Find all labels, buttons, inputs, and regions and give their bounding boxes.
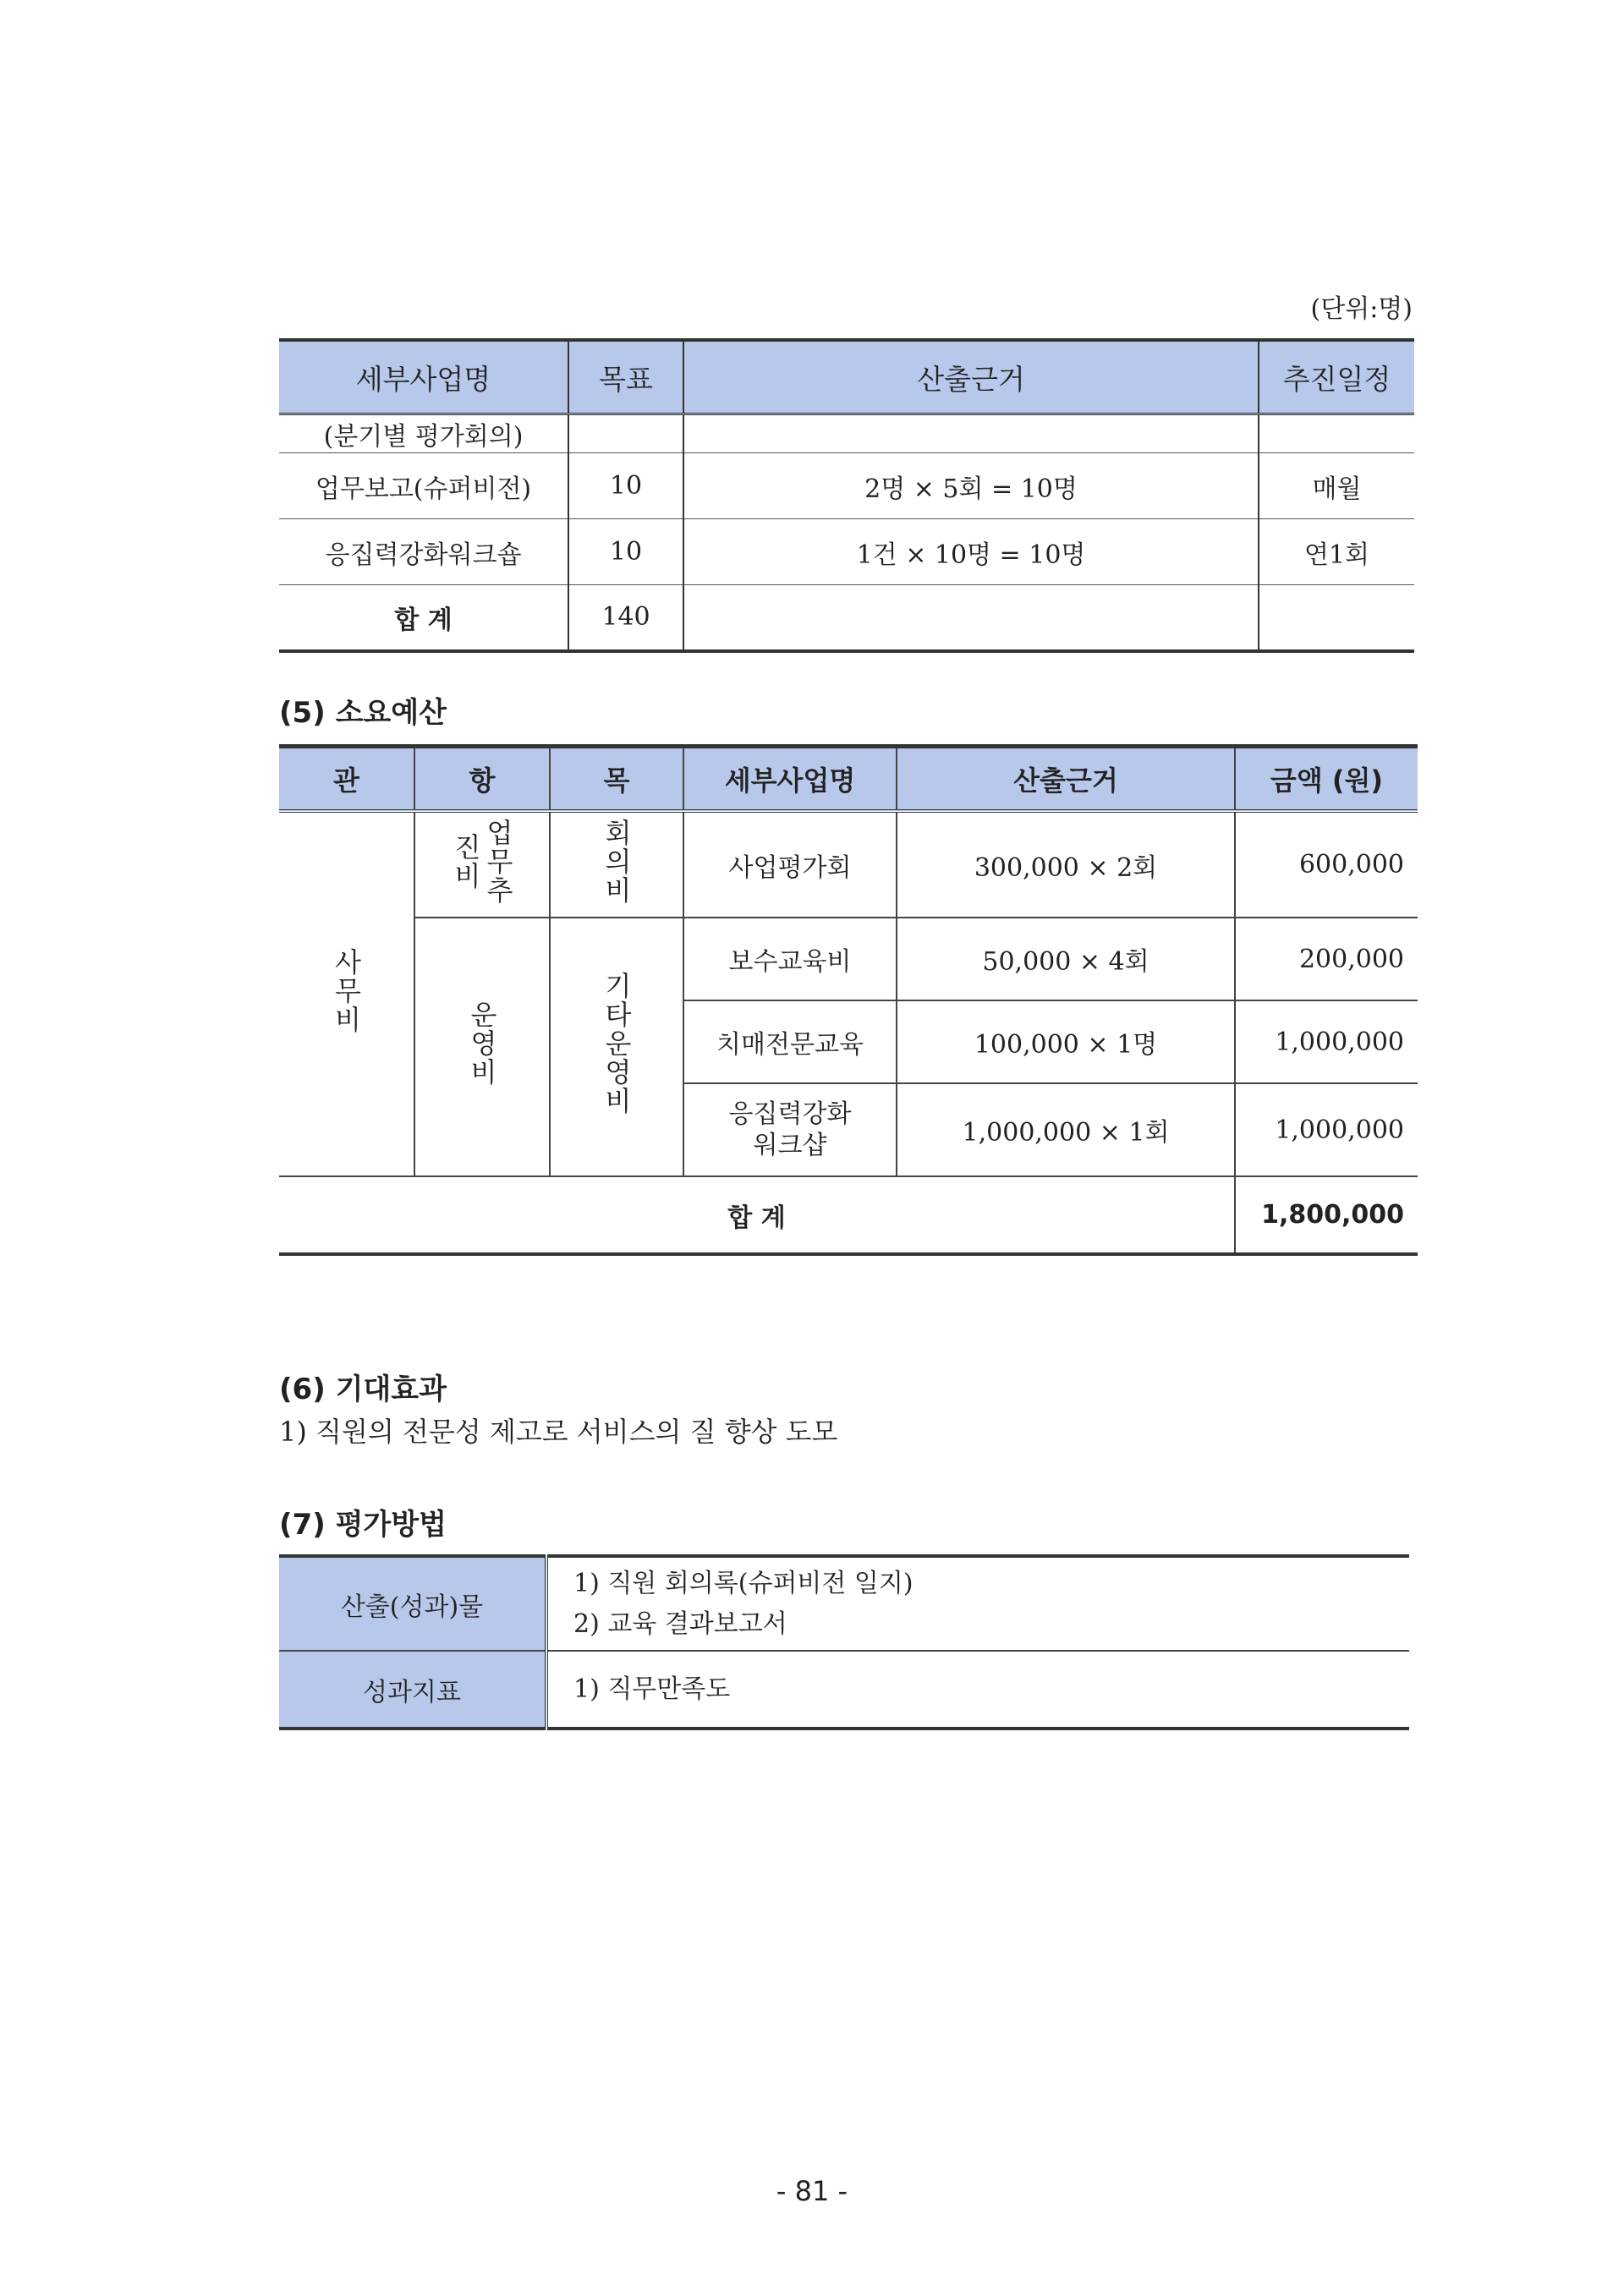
amount-cell: 600,000 <box>1235 811 1418 918</box>
section-5-title: (5) 소요예산 <box>279 696 447 730</box>
header-cell: 목표 <box>568 340 683 414</box>
unit-note: (단위:명) <box>1310 294 1413 324</box>
page-number: - 81 - <box>776 2175 848 2207</box>
header-cell: 관 <box>279 747 414 812</box>
table-cell: 사업평가회 <box>683 811 897 918</box>
amount-cell: 1,000,000 <box>1235 1083 1418 1176</box>
table-cell <box>1259 414 1414 453</box>
table-row <box>279 453 1414 519</box>
header-cell: 세부사업명 <box>279 340 568 414</box>
expected-effect-text: 1) 직원의 전문성 제고로 서비스의 질 향상 도모 <box>279 1416 838 1448</box>
table-cell: 50,000 × 4회 <box>897 918 1235 1000</box>
table-cell <box>683 585 1259 651</box>
hang-label-part: 업무추 <box>482 818 514 905</box>
hang-label-part: 진비 <box>450 832 482 890</box>
header-cell: 항 <box>414 747 550 812</box>
hang-cell <box>414 918 550 1176</box>
total-row <box>279 1176 1418 1254</box>
gwan-label: 사무비 <box>330 947 363 1034</box>
output-line: 1) 직원 회의록(슈퍼비전 일지) <box>573 1568 914 1598</box>
target-table <box>279 338 1414 653</box>
hang-cell <box>414 811 550 918</box>
table-row <box>279 1556 1409 1651</box>
table-row <box>279 1651 1409 1729</box>
table-cell: 10 <box>568 519 683 585</box>
table-row <box>279 811 1418 918</box>
table-cell: 2명 × 5회 = 10명 <box>683 453 1259 519</box>
table-cell <box>683 414 1259 453</box>
indicator-value: 1) 직무만족도 <box>546 1651 1409 1729</box>
table-cell: 연1회 <box>1259 519 1414 585</box>
total-row <box>279 585 1414 651</box>
output-value <box>546 1556 1409 1651</box>
amount-cell: 200,000 <box>1235 918 1418 1000</box>
table-cell: 치매전문교육 <box>683 1000 897 1083</box>
table-cell: 응집력강화 워크샵 <box>683 1083 897 1176</box>
section-6-title: (6) 기대효과 <box>279 1373 447 1406</box>
header-cell: 산출근거 <box>897 747 1235 812</box>
header-cell: 산출근거 <box>683 340 1259 414</box>
hang-label: 운영비 <box>466 1000 498 1087</box>
evaluation-table <box>279 1554 1409 1730</box>
table-cell: 1건 × 10명 = 10명 <box>683 519 1259 585</box>
total-label: 합 계 <box>279 585 568 651</box>
mok-label: 회의비 <box>601 818 633 905</box>
table-cell: 업무보고(슈퍼비전) <box>279 453 568 519</box>
amount-cell: 1,000,000 <box>1235 1000 1418 1083</box>
table-cell: 10 <box>568 453 683 519</box>
budget-table <box>279 744 1418 1256</box>
table-cell: (분기별 평가회의) <box>279 414 568 453</box>
table-row <box>279 414 1414 453</box>
header-cell: 추진일정 <box>1259 340 1414 414</box>
table-cell: 보수교육비 <box>683 918 897 1000</box>
total-value: 1,800,000 <box>1235 1176 1418 1254</box>
mok-cell <box>550 811 683 918</box>
section-7-title: (7) 평가방법 <box>279 1508 447 1542</box>
table-cell <box>1259 585 1414 651</box>
indicator-label: 성과지표 <box>279 1651 546 1729</box>
header-cell: 목 <box>550 747 683 812</box>
table-cell: 300,000 × 2회 <box>897 811 1235 918</box>
mok-label: 기타운영비 <box>601 972 633 1115</box>
header-cell: 금액 (원) <box>1235 747 1418 812</box>
output-line: 2) 교육 결과보고서 <box>573 1608 787 1639</box>
table-row <box>279 918 1418 1000</box>
table-cell: 매월 <box>1259 453 1414 519</box>
output-label: 산출(성과)물 <box>279 1556 546 1651</box>
table-cell: 100,000 × 1명 <box>897 1000 1235 1083</box>
mok-cell <box>550 918 683 1176</box>
table-row <box>279 519 1414 585</box>
table-cell: 1,000,000 × 1회 <box>897 1083 1235 1176</box>
header-cell: 세부사업명 <box>683 747 897 812</box>
total-value: 140 <box>568 585 683 651</box>
total-label: 합 계 <box>279 1176 1235 1254</box>
table-cell <box>568 414 683 453</box>
gwan-cell <box>279 811 414 1176</box>
table-cell: 응집력강화워크숍 <box>279 519 568 585</box>
